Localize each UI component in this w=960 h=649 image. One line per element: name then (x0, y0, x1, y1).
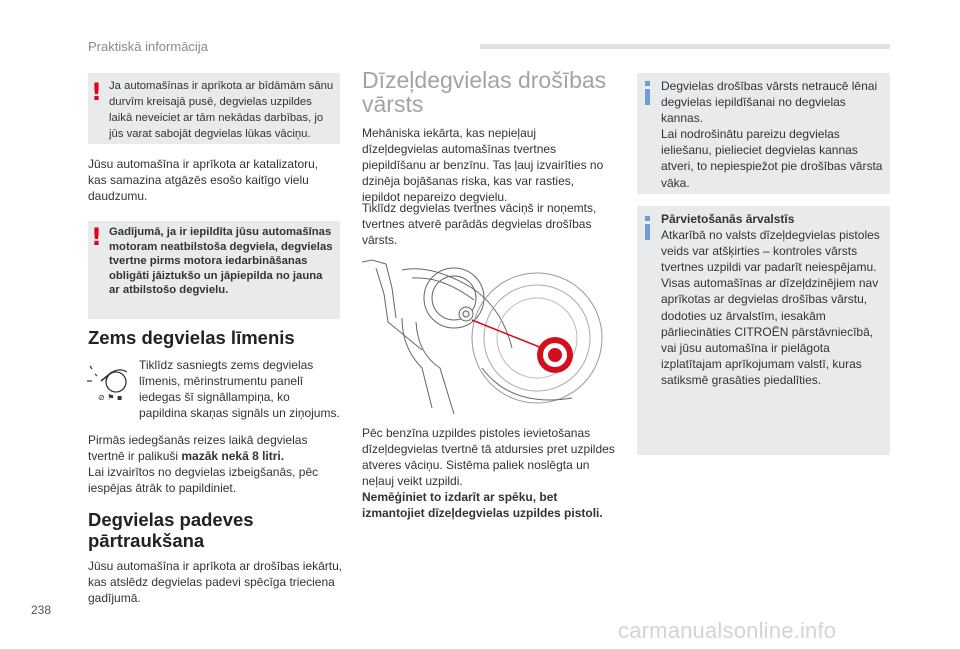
low-fuel-text: Tiklīdz sasniegts zems degvielas līmenis, mērinstrumentu panelī iedegas šī signāllampiņa, ko papildina skaņas signāls un ziņojums. (139, 358, 340, 421)
first-light-suffix: Lai izvairītos no degvielas izbeigšanās, pēc iespējas ātrāk to papildiniet. (88, 465, 319, 496)
paragraph-catalyst: Jūsu automašīna ir aprīkota ar katalizatoru, kas samazina atgāzēs esošo kaitīgo vielu daudzumu. (88, 157, 319, 204)
info-box-jerrycan (637, 73, 890, 194)
info-title: Pārvietošanās ārvalstīs (661, 212, 795, 226)
heading-diesel-valve (362, 68, 606, 116)
para-text: Pēc benzīna uzpildes pistoles ievietošanas dīzeļdegvielas tvertnē tā atdursies pret uzpildes atveres vāciņu. Sistēma paliek noslēgta un neļauj veikt uzpildi. (362, 426, 615, 489)
warning-box-sliding-door (88, 73, 340, 144)
heading-line: Dīzeļdegvielas drošības (362, 67, 607, 93)
warning-icon: ! (91, 78, 102, 106)
heading-line: Degvielas padeves (88, 509, 254, 530)
diesel-valve-para1: Mehāniska iekārta, kas nepieļauj dīzeļdegvielas automašīnas tvertnes piepildīšanu ar benzīnu. Tas ļauj izvairīties no dzinēja bojāšanas riska, kas var rasties, iepildot nepareizo degvielu. (362, 126, 604, 205)
running-header: Praktiskā informācija (88, 39, 208, 54)
first-light-text: Pirmās iedegšanās reizes laikā degvielas tvertnē ir palikuši (88, 433, 308, 464)
diesel-valve-para3 (362, 425, 617, 522)
para-bold: Nemēģiniet to izdarīt ar spēku, bet izmantojiet dīzeļdegvielas uzpildes pistoli. (362, 490, 603, 521)
warning-icon: ! (91, 223, 102, 251)
info-line: Lai nodrošinātu pareizu degvielas ieliešanu, pielieciet degvielas kannas atveri, to nepiespiežot pie drošības vārsta vāka. (661, 127, 883, 190)
warning-box-wrong-fuel (88, 221, 340, 319)
info-line: Degvielas drošības vārsts netraucē lēnai degvielas iepildīšanai no degvielas kannas. (661, 79, 878, 126)
heading-fuel-cutoff (88, 509, 254, 551)
warning-text: Gadījumā, ja ir iepildīta jūsu automašīnas motoram neatbilstoša degviela, degvielas tvertne pirms motora iedarbināšanas obligāti jāiztukšo un jāpiepilda no jauna ar atbilstošo degvielu. (109, 226, 333, 297)
svg-text:⊘ ⚑ ▪: ⊘ ⚑ ▪ (98, 393, 123, 402)
heading-low-fuel: Zems degvielas līmenis (88, 327, 295, 348)
heading-line: vārsts (362, 91, 424, 117)
heading-line: pārtraukšana (88, 530, 205, 551)
fuel-cutoff-text: Jūsu automašīna ir aprīkota ar drošības iekārtu, kas atslēdz degvielas padevi spēcīga trieciena gadījumā. (88, 559, 343, 606)
info-body: Atkarībā no valsts dīzeļdegvielas pistoles veids var atšķirties – kontroles vārsts tvertnes uzpildi var padarīt neiespējamu. Visas automašīnas ar dīzeļdzinējiem nav aprīkotas ar degvielas drošības vārstu, dodoties uz ārvalstīm, iesakām pārliecināties CITROËN pārstāvniecībā, vai jūsu automašīna ir pielāgota izplatītajam aprīkojumam valstī, kuras satiksmē grasāties piedalīties. (661, 228, 880, 387)
diesel-valve-para2: Tiklīdz degvielas tvertnes vāciņš ir noņemts, tvertnes atverē parādās degvielas drošības vārsts. (362, 201, 597, 248)
diesel-valve-illustration (362, 258, 614, 418)
info-text (661, 211, 885, 388)
info-text (661, 78, 884, 191)
info-icon (645, 224, 650, 240)
header-bar (480, 44, 890, 49)
warning-text: Ja automašīnas ir aprīkota ar bīdāmām sānu durvīm kreisajā pusē, degvielas uzpildes laikā neveiciet ar tām nekādas darbības, jo jūs varat sabojāt degvielas lūkas vāciņu. (109, 80, 334, 140)
first-light-bold: mazāk nekā 8 litri. (181, 449, 285, 464)
first-light-paragraph (88, 432, 340, 496)
watermark: carmanualsonline.info (618, 618, 837, 643)
page-number: 238 (31, 603, 52, 617)
fuel-gauge-icon (86, 360, 130, 404)
info-icon (645, 89, 650, 105)
info-box-abroad (637, 206, 890, 455)
